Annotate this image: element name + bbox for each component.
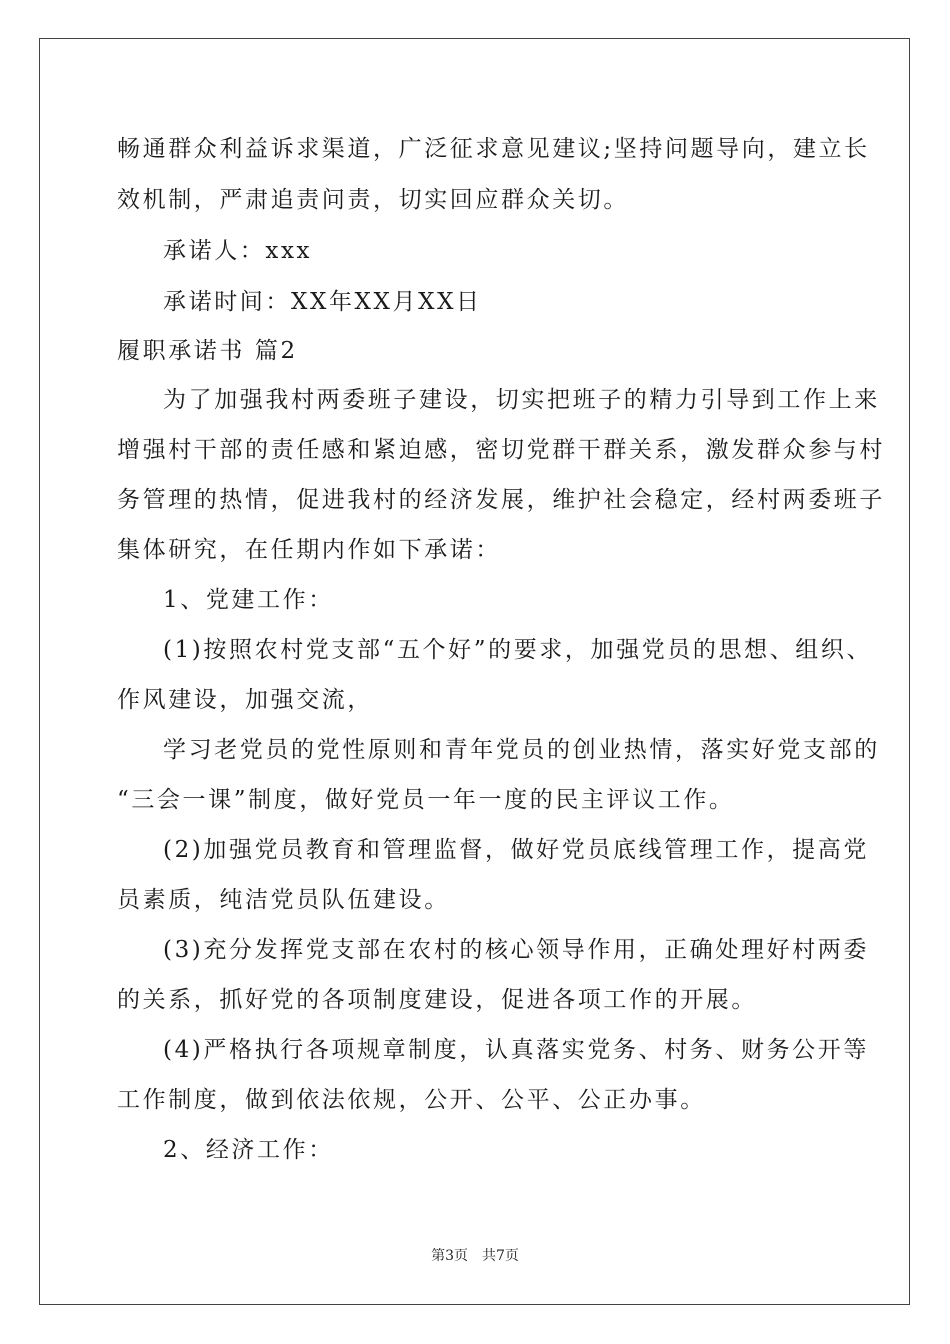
text-line: 为了加强我村两委班子建设，切实把班子的精力引导到工作上来 — [163, 387, 880, 413]
text-line: (4)严格执行各项规章制度，认真落实党务、村务、财务公开等 — [163, 1037, 869, 1063]
text-line: (3)充分发挥党支部在农村的核心领导作用，正确处理好村两委 — [163, 937, 869, 963]
text-line: 务管理的热情，促进我村的经济发展，维护社会稳定，经村两委班子 — [117, 487, 885, 513]
text-line: 学习老党员的党性原则和青年党员的创业热情，落实好党支部的 — [163, 737, 880, 763]
section-heading: 履职承诺书 篇2 — [117, 338, 298, 364]
text-line: (2)加强党员教育和管理监督，做好党员底线管理工作，提高党 — [163, 837, 869, 863]
page-footer — [0, 1245, 950, 1265]
text-line: 员素质，纯洁党员队伍建设。 — [117, 887, 450, 913]
text-line: 工作制度，做到依法依规，公开、公平、公正办事。 — [117, 1087, 706, 1113]
date-line: 承诺时间：XX年XX月XX日 — [163, 289, 482, 315]
text-line: 增强村干部的责任感和紧迫感，密切党群干群关系，激发群众参与村 — [117, 437, 885, 463]
text-line: 效机制，严肃追责问责，切实回应群众关切。 — [117, 187, 629, 213]
text-line: 畅通群众利益诉求渠道，广泛征求意见建议;坚持问题导向，建立长 — [117, 136, 870, 162]
page-number: 第3页 — [431, 1248, 468, 1264]
page-total: 共7页 — [482, 1248, 519, 1264]
text-line: (1)按照农村党支部“五个好”的要求，加强党员的思想、组织、 — [163, 637, 873, 663]
text-line: 集体研究，在任期内作如下承诺： — [117, 537, 501, 563]
text-line: “三会一课”制度，做好党员一年一度的民主评议工作。 — [117, 787, 735, 813]
text-line: 作风建设，加强交流， — [117, 687, 373, 713]
text-line: 的关系，抓好党的各项制度建设，促进各项工作的开展。 — [117, 987, 757, 1013]
signatory-line: 承诺人：xxx — [163, 238, 313, 264]
list-heading: 2、经济工作： — [163, 1137, 334, 1163]
list-heading: 1、党建工作： — [163, 587, 334, 613]
